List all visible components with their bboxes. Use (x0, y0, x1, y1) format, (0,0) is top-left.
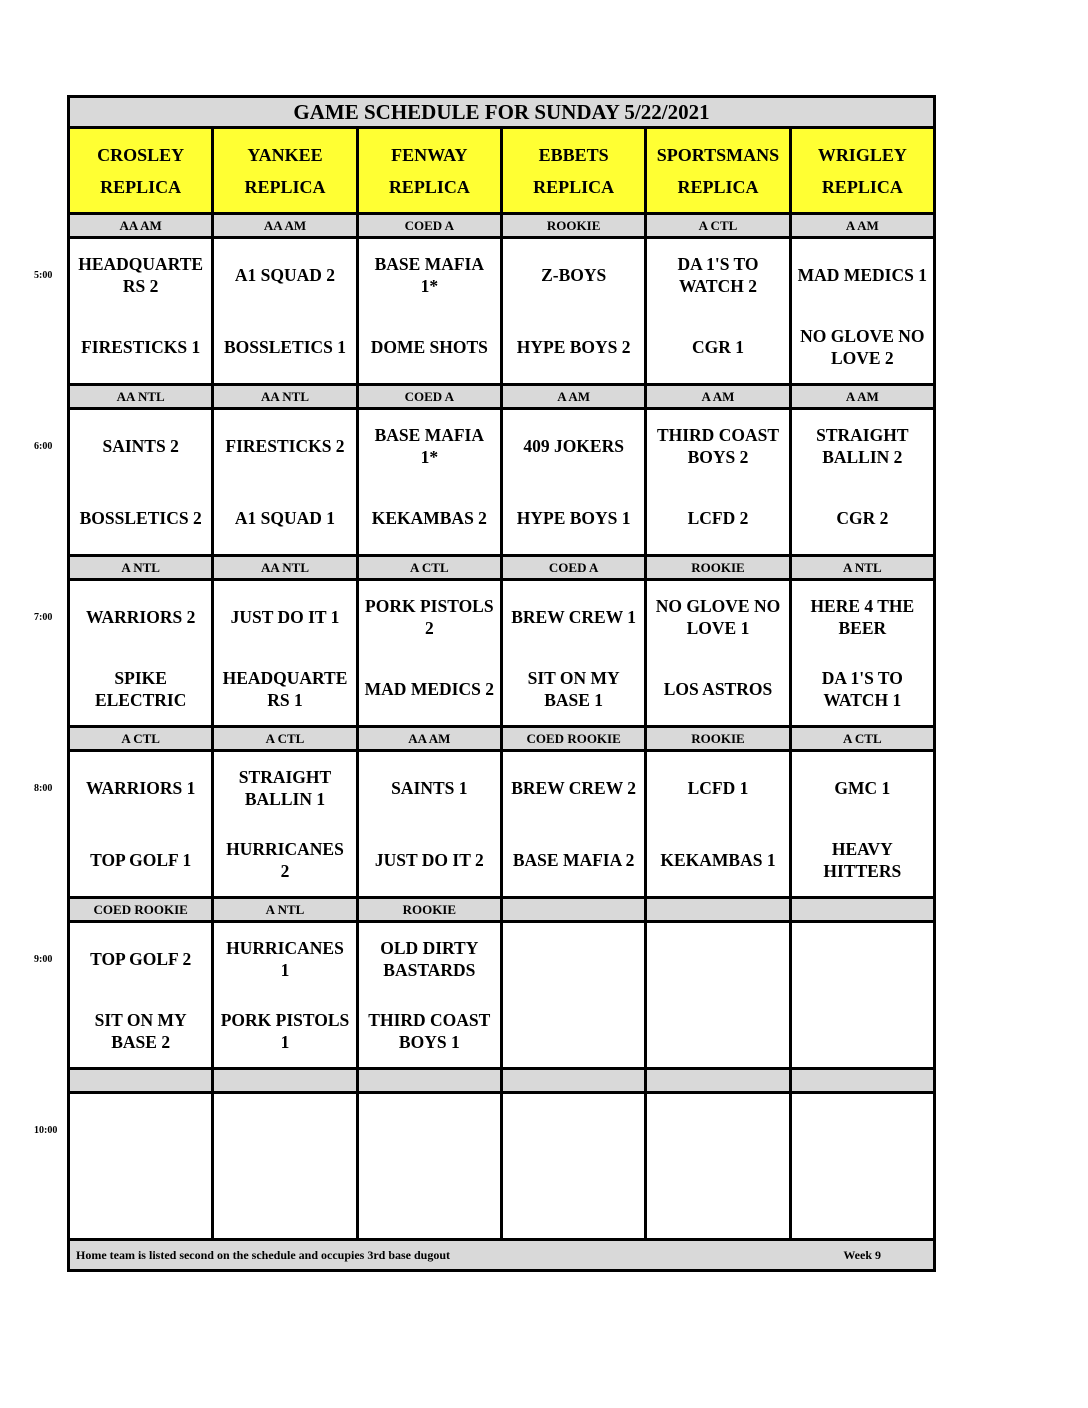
division-label: COED ROOKIE (501, 727, 645, 751)
division-label: AA AM (69, 214, 213, 238)
field-subtitle: REPLICA (100, 176, 182, 197)
division-label (790, 1069, 934, 1093)
away-team: A1 SQUAD 2 (234, 265, 336, 285)
field-header-ebbets (501, 128, 645, 214)
away-team: NO GLOVE NO LOVE 1 (655, 596, 781, 638)
division-row (69, 385, 935, 409)
field-header-fenway (357, 128, 501, 214)
home-team: KEKAMBAS 2 (371, 508, 487, 528)
division-label: A AM (790, 385, 934, 409)
division-label: ROOKIE (646, 727, 790, 751)
game-row (69, 751, 935, 898)
division-label (790, 898, 934, 922)
away-team: GMC 1 (834, 778, 891, 798)
home-team: A1 SQUAD 1 (234, 508, 336, 528)
game-cell (357, 409, 501, 556)
home-team: LCFD 2 (687, 508, 749, 528)
title-row (69, 97, 935, 128)
schedule-sheet (67, 95, 936, 1272)
game-row (69, 922, 935, 1069)
footer-row (69, 1240, 935, 1271)
division-label: A CTL (646, 214, 790, 238)
game-cell (501, 751, 645, 898)
division-label (646, 1069, 790, 1093)
game-cell (357, 238, 501, 385)
home-team: HEADQUARTE RS 1 (222, 668, 348, 710)
away-team (649, 1094, 786, 1166)
away-team: JUST DO IT 1 (230, 607, 340, 627)
home-team (649, 1166, 786, 1238)
away-team: Z-BOYS (541, 265, 607, 285)
game-row (69, 238, 935, 385)
time-label: 10:00 (34, 1124, 58, 1136)
game-cell (501, 409, 645, 556)
division-label: ROOKIE (357, 898, 501, 922)
away-team: SAINTS 1 (391, 778, 468, 798)
footer-cell (69, 1240, 935, 1271)
field-header-sportsmans (646, 128, 790, 214)
game-cell (501, 1093, 645, 1240)
home-team: HYPE BOYS 1 (516, 508, 631, 528)
away-team: STRAIGHT BALLIN 1 (238, 767, 332, 809)
division-row (69, 727, 935, 751)
division-label: A AM (646, 385, 790, 409)
game-cell (213, 580, 357, 727)
away-team: STRAIGHT BALLIN 2 (816, 425, 909, 467)
away-team: FIRESTICKS 2 (225, 436, 345, 456)
away-team: BREW CREW 1 (511, 607, 637, 627)
division-label (501, 1069, 645, 1093)
game-cell (69, 580, 213, 727)
home-team (216, 1166, 353, 1238)
game-cell (790, 409, 934, 556)
game-cell (69, 409, 213, 556)
home-team (505, 1166, 642, 1238)
away-team (72, 1094, 209, 1166)
division-label: AA AM (213, 214, 357, 238)
away-team: 409 JOKERS (523, 436, 624, 456)
game-cell (501, 922, 645, 1069)
home-team (649, 995, 786, 1067)
game-cell (646, 922, 790, 1069)
home-team (72, 1166, 209, 1238)
away-team: PORK PISTOLS 2 (365, 596, 494, 638)
time-label: 6:00 (34, 440, 53, 452)
schedule-title: GAME SCHEDULE FOR SUNDAY 5/22/2021 (69, 97, 935, 128)
home-team: NO GLOVE NO LOVE 2 (800, 326, 925, 368)
home-team: HEAVY HITTERS (823, 839, 902, 881)
game-cell (501, 580, 645, 727)
away-team: BREW CREW 2 (511, 778, 637, 798)
home-team: JUST DO IT 2 (374, 850, 484, 870)
division-row (69, 898, 935, 922)
division-label (213, 1069, 357, 1093)
division-label: A NTL (213, 898, 357, 922)
division-label (357, 1069, 501, 1093)
home-team: CGR 1 (691, 337, 744, 357)
field-header-wrigley (790, 128, 934, 214)
away-team: BASE MAFIA 1* (374, 254, 485, 296)
division-label (69, 1069, 213, 1093)
division-row (69, 1069, 935, 1093)
game-cell (69, 751, 213, 898)
game-cell (213, 751, 357, 898)
game-row (69, 409, 935, 556)
field-header-crosley (69, 128, 213, 214)
field-name: YANKEE (247, 144, 323, 165)
home-team: MAD MEDICS 2 (364, 679, 494, 699)
field-subtitle: REPLICA (533, 176, 615, 197)
away-team: OLD DIRTY BASTARDS (380, 938, 479, 980)
away-team (649, 923, 786, 995)
home-team: PORK PISTOLS 1 (220, 1010, 350, 1052)
away-team (794, 923, 931, 995)
division-label (501, 898, 645, 922)
field-subtitle: REPLICA (388, 176, 470, 197)
division-label: A CTL (357, 556, 501, 580)
division-label: A CTL (790, 727, 934, 751)
division-label: COED A (501, 556, 645, 580)
home-team-note: Home team is listed second on the schedule and occupies 3rd base dugout (76, 1247, 451, 1262)
away-team (794, 1094, 931, 1166)
field-header-yankee (213, 128, 357, 214)
field-subtitle: REPLICA (677, 176, 759, 197)
away-team (361, 1094, 498, 1166)
game-cell (646, 409, 790, 556)
division-label: AA NTL (213, 385, 357, 409)
time-label: 7:00 (34, 611, 53, 623)
home-team: KEKAMBAS 1 (660, 850, 776, 870)
away-team: WARRIORS 2 (85, 607, 196, 627)
time-label: 9:00 (34, 953, 53, 965)
division-label: A AM (790, 214, 934, 238)
division-label (646, 898, 790, 922)
division-label: AA AM (357, 727, 501, 751)
game-cell (213, 238, 357, 385)
game-cell (646, 238, 790, 385)
division-label: A NTL (69, 556, 213, 580)
home-team: DA 1'S TO WATCH 1 (821, 668, 903, 710)
game-cell (357, 922, 501, 1069)
week-label: Week 9 (843, 1247, 881, 1262)
away-team (505, 923, 642, 995)
division-label: A CTL (69, 727, 213, 751)
away-team: TOP GOLF 2 (90, 949, 192, 969)
game-row (69, 1093, 935, 1240)
game-cell (646, 580, 790, 727)
division-label: AA NTL (213, 556, 357, 580)
game-cell (357, 580, 501, 727)
home-team: BOSSLETICS 2 (79, 508, 202, 528)
division-label: COED A (357, 385, 501, 409)
game-cell (357, 751, 501, 898)
field-subtitle: REPLICA (244, 176, 326, 197)
game-cell (790, 751, 934, 898)
home-team: HURRICANES 2 (226, 839, 344, 881)
division-row (69, 214, 935, 238)
time-label: 5:00 (34, 269, 53, 281)
field-name: SPORTSMANS (656, 144, 780, 165)
game-cell (646, 751, 790, 898)
division-label: A CTL (213, 727, 357, 751)
division-label: ROOKIE (501, 214, 645, 238)
division-row (69, 556, 935, 580)
home-team (361, 1166, 498, 1238)
schedule-table (67, 95, 936, 1272)
division-label: COED ROOKIE (69, 898, 213, 922)
division-label: A AM (501, 385, 645, 409)
away-team: HEADQUARTE RS 2 (78, 254, 204, 296)
field-name: FENWAY (391, 144, 468, 165)
division-label: COED A (357, 214, 501, 238)
division-label: A NTL (790, 556, 934, 580)
home-team: TOP GOLF 1 (90, 850, 192, 870)
game-cell (69, 922, 213, 1069)
away-team: LCFD 1 (687, 778, 749, 798)
home-team (505, 995, 642, 1067)
home-team (794, 995, 931, 1067)
field-name: WRIGLEY (817, 144, 907, 165)
away-team: HERE 4 THE BEER (810, 596, 915, 638)
game-cell (213, 409, 357, 556)
home-team: BASE MAFIA 2 (512, 850, 635, 870)
away-team (505, 1094, 642, 1166)
field-subtitle: REPLICA (821, 176, 903, 197)
home-team: BOSSLETICS 1 (223, 337, 347, 357)
game-cell (213, 1093, 357, 1240)
game-cell (357, 1093, 501, 1240)
away-team: DA 1'S TO WATCH 2 (677, 254, 759, 296)
game-cell (790, 922, 934, 1069)
home-team: HYPE BOYS 2 (516, 337, 631, 357)
game-cell (790, 1093, 934, 1240)
game-row (69, 580, 935, 727)
home-team: THIRD COAST BOYS 1 (368, 1010, 491, 1052)
field-header-row (69, 128, 935, 214)
home-team: DOME SHOTS (370, 337, 488, 357)
away-team: SAINTS 2 (102, 436, 179, 456)
division-label: AA NTL (69, 385, 213, 409)
away-team: BASE MAFIA 1* (374, 425, 485, 467)
home-team (794, 1166, 931, 1238)
field-name: CROSLEY (97, 144, 185, 165)
game-cell (69, 1093, 213, 1240)
game-cell (69, 238, 213, 385)
game-cell (790, 580, 934, 727)
game-cell (213, 922, 357, 1069)
away-team (216, 1094, 353, 1166)
time-label: 8:00 (34, 782, 53, 794)
home-team: SIT ON MY BASE 2 (94, 1010, 187, 1052)
away-team: THIRD COAST BOYS 2 (656, 425, 779, 467)
home-team: CGR 2 (836, 508, 889, 528)
away-team: WARRIORS 1 (85, 778, 196, 798)
field-name: EBBETS (538, 144, 609, 165)
home-team: LOS ASTROS (663, 679, 773, 699)
game-cell (501, 238, 645, 385)
away-team: HURRICANES 1 (226, 938, 344, 980)
game-cell (646, 1093, 790, 1240)
game-cell (790, 238, 934, 385)
home-team: SIT ON MY BASE 1 (527, 668, 620, 710)
home-team: SPIKE ELECTRIC (94, 668, 187, 710)
away-team: MAD MEDICS 1 (797, 265, 927, 285)
division-label: ROOKIE (646, 556, 790, 580)
home-team: FIRESTICKS 1 (81, 337, 201, 357)
